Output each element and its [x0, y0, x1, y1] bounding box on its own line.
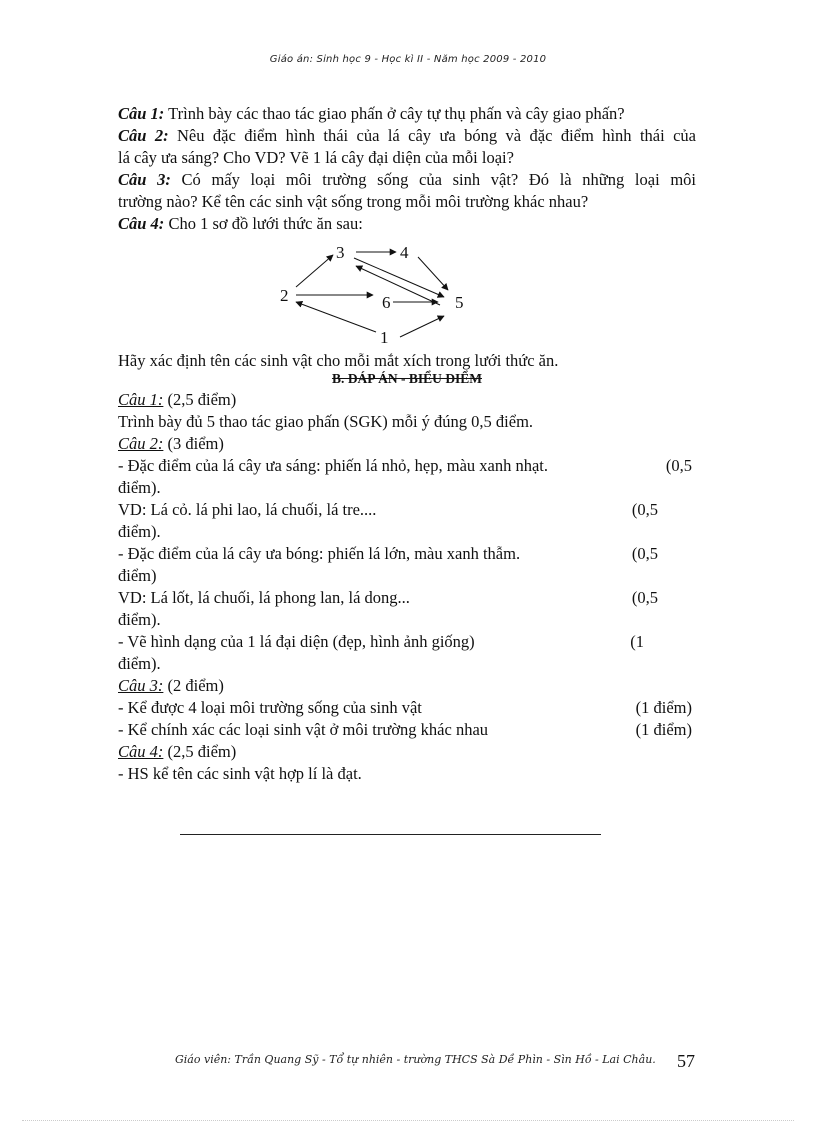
item-points-cont: điểm).: [118, 522, 161, 541]
item-points: (0,5: [631, 544, 658, 563]
answer-score: (2,5 điểm): [167, 742, 237, 761]
question-2-cont: lá cây ưa sáng? Cho VD? Vẽ 1 lá cây đại diện của mỗi loại?: [118, 148, 514, 167]
answer-2-item: - Vẽ hình dạng của 1 lá đại diện (đẹp, hình ảnh giống) (1: [118, 632, 644, 651]
item-points: (0,5: [631, 588, 658, 607]
page-footer: Giáo viên: Trần Quang Sỹ - Tổ tự nhiên - trường THCS Sà Dề Phìn - Sìn Hồ - Lai Châu.: [175, 1053, 656, 1066]
item-points-cont: điểm): [118, 566, 157, 585]
answer-1-text: Trình bày đủ 5 thao tác giao phấn (SGK) mỗi ý đúng 0,5 điểm.: [118, 412, 534, 431]
food-web-diagram: [118, 235, 696, 350]
question-label: Câu 3:: [118, 170, 171, 189]
question-4: [118, 213, 696, 235]
end-rule: [180, 834, 601, 835]
node-2: 2: [280, 286, 289, 305]
food-web-question: Hãy xác định tên các sinh vật cho mỗi mắt xích trong lưới thức ăn.: [118, 351, 559, 370]
page-bottom-border: [22, 1120, 794, 1121]
answer-2-item: - Đặc điểm của lá cây ưa bóng: phiến lá lớn, màu xanh thẫm. (0,5: [118, 544, 658, 563]
edge-6-2: [296, 302, 376, 332]
answer-2-item: VD: Lá cỏ. lá phi lao, lá chuối, lá tre.... (0,5: [118, 500, 658, 519]
edge-1-5: [400, 316, 444, 337]
question-text: Cho 1 sơ đồ lưới thức ăn sau:: [168, 214, 363, 233]
node-3: 3: [336, 243, 345, 262]
answer-score: (3 điểm): [167, 434, 224, 453]
answer-score: (2 điểm): [167, 676, 224, 695]
answer-label: Câu 2:: [118, 434, 164, 453]
answer-2-item: - Đặc điểm của lá cây ưa sáng: phiến lá nhỏ, hẹp, màu xanh nhạt. (0,5: [118, 456, 692, 475]
question-3: [118, 169, 696, 191]
answer-3-item: - Kể được 4 loại môi trường sống của sinh vật (1 điểm): [118, 698, 692, 717]
answer-label: Câu 1:: [118, 390, 164, 409]
question-label: Câu 4:: [118, 214, 165, 233]
page-header: Giáo án: Sinh học 9 - Học kì II - Năm học 2009 - 2010: [269, 54, 547, 65]
answer-label: Câu 3:: [118, 676, 164, 695]
edge-3-5: [354, 258, 444, 297]
answer-1-heading: [118, 389, 696, 411]
food-web-svg: [118, 235, 696, 350]
edge-2-3: [296, 255, 333, 287]
answer-label: Câu 4:: [118, 742, 164, 761]
node-6: 6: [382, 293, 391, 312]
item-points: (0,5: [665, 456, 692, 475]
edge-5-3: [356, 266, 440, 305]
question-label: Câu 2:: [118, 126, 169, 145]
question-3-cont: trường nào? Kể tên các sinh vật sống trong mỗi môi trường khác nhau?: [118, 192, 589, 211]
item-points: (0,5: [631, 500, 658, 519]
edge-4-5: [418, 257, 448, 290]
answer-3-item: - Kể chính xác các loại sinh vật ở môi trường khác nhau (1 điểm): [118, 720, 692, 739]
node-4: 4: [400, 243, 409, 262]
question-text: Nêu đặc điểm hình thái của lá cây ưa bóng và đặc điểm hình thái của: [177, 126, 697, 145]
question-text: Có mấy loại môi trường sống của sinh vật? Đó là những loại môi: [181, 170, 696, 189]
answer-2-item: VD: Lá lốt, lá chuối, lá phong lan, lá dong... (0,5: [118, 588, 658, 607]
item-points: (1: [630, 632, 644, 651]
question-label: Câu 1:: [118, 104, 165, 123]
item-points: (1 điểm): [635, 720, 692, 739]
item-points-cont: điểm).: [118, 654, 161, 673]
page-number: 57: [677, 1051, 695, 1071]
section-title: B. ĐÁP ÁN - BIỂU ĐIỂM: [331, 371, 482, 386]
question-2: [118, 125, 696, 147]
node-1: 1: [380, 328, 389, 347]
answer-4-heading: [118, 741, 696, 763]
document-body: [118, 103, 696, 785]
answer-score: (2,5 điểm): [167, 390, 237, 409]
item-points: (1 điểm): [635, 698, 692, 717]
item-points-cont: điểm).: [118, 610, 161, 629]
question-text: Trình bày các thao tác giao phấn ở cây tự thụ phấn và cây giao phấn?: [168, 104, 625, 123]
answer-3-heading: [118, 675, 696, 697]
item-points-cont: điểm).: [118, 478, 161, 497]
node-5: 5: [455, 293, 464, 312]
question-1: [118, 103, 696, 125]
answer-2-heading: [118, 433, 696, 455]
answer-4-text: - HS kể tên các sinh vật hợp lí là đạt.: [118, 764, 362, 783]
